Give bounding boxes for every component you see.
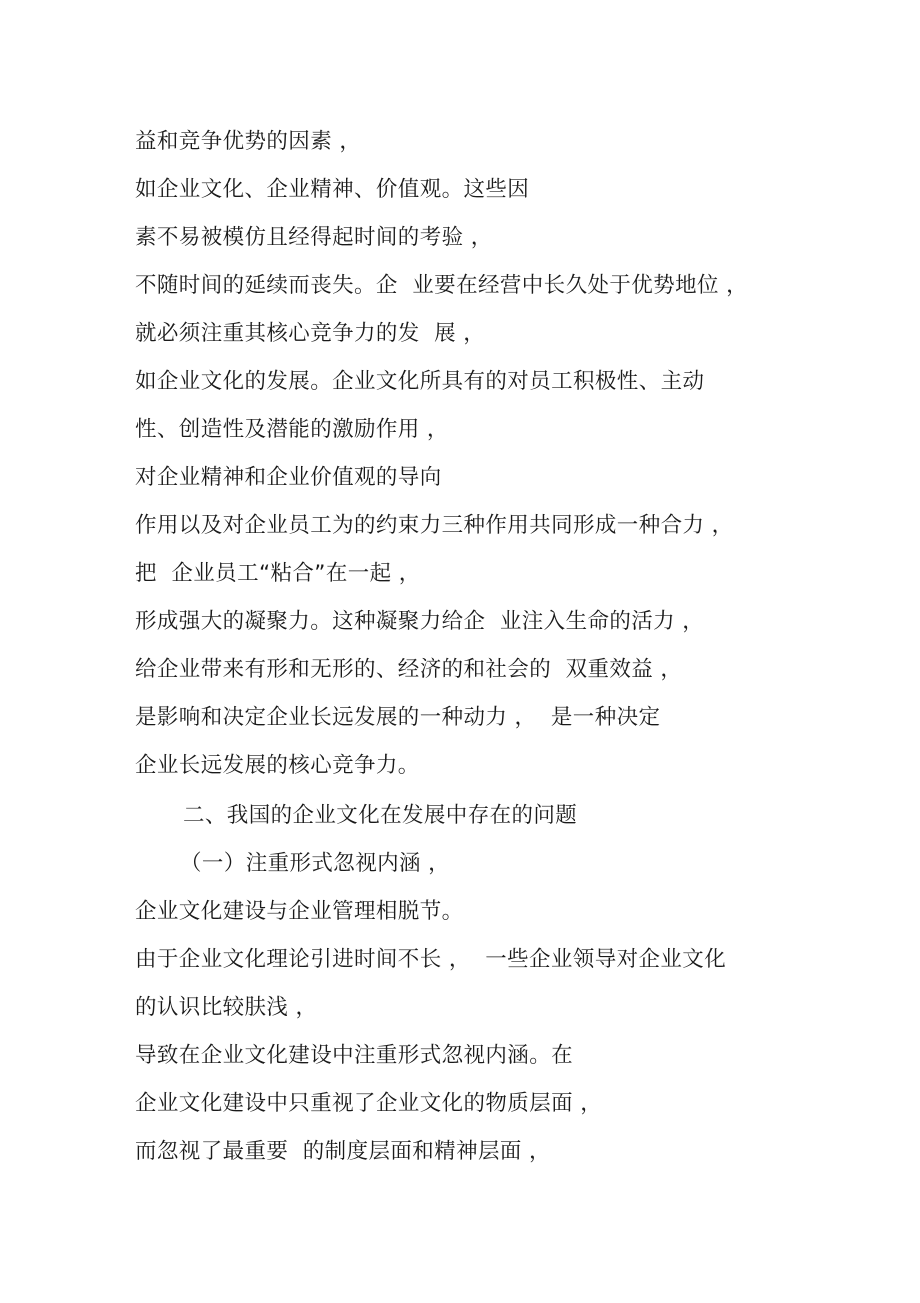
body-line: 是影响和决定企业长远发展的一种动力 ， 是一种决定 [135,705,661,730]
body-line: 不随时间的延续而丧失。企 业要在经营中长久处于优势地位 ， [135,273,749,298]
body-line: 作用以及对企业员工为的约束力三种作用共同形成一种合力 ， [135,513,734,538]
body-line: 素不易被模仿且经得起时间的考验 ， [135,225,493,250]
body-line: 形成强大的凝聚力。这种凝聚力给企 业注入生命的活力 ， [135,609,705,634]
subsection-heading: （一）注重形式忽视内涵 ， [180,851,451,876]
body-line: 就必须注重其核心竞争力的发 展 ， [135,321,486,346]
body-line: 益和竞争优势的因素 ， [135,129,362,154]
body-line: 给企业带来有形和无形的、经济的和社会的 双重效益 ， [135,657,683,682]
section-heading: 二、我国的企业文化在发展中存在的问题 [183,803,578,828]
body-line: 企业文化建设中只重视了企业文化的物质层面 ， [135,1091,603,1116]
body-line: 导致在企业文化建设中注重形式忽视内涵。在 [135,1043,574,1068]
body-line: 如企业文化的发展。企业文化所具有的对员工积极性、主动 [135,369,705,394]
body-line: 性、创造性及潜能的激励作用 ， [135,417,449,442]
body-line: 企业长远发展的核心竞争力。 [135,753,420,778]
body-line: 的认识比较肤浅 ， [135,995,318,1020]
body-line: 对企业精神和企业价值观的导向 [135,465,442,490]
body-line: 如企业文化、企业精神、价值观。这些因 [135,177,530,202]
body-line: 把 企业员工“粘合”在一起 ， [135,561,421,586]
body-line: 由于企业文化理论引进时间不长 ， 一些企业领导对企业文化 [135,947,727,972]
body-line: 而忽视了最重要 的制度层面和精神层面 ， [135,1139,551,1164]
body-line: 企业文化建设与企业管理相脱节。 [135,899,464,924]
